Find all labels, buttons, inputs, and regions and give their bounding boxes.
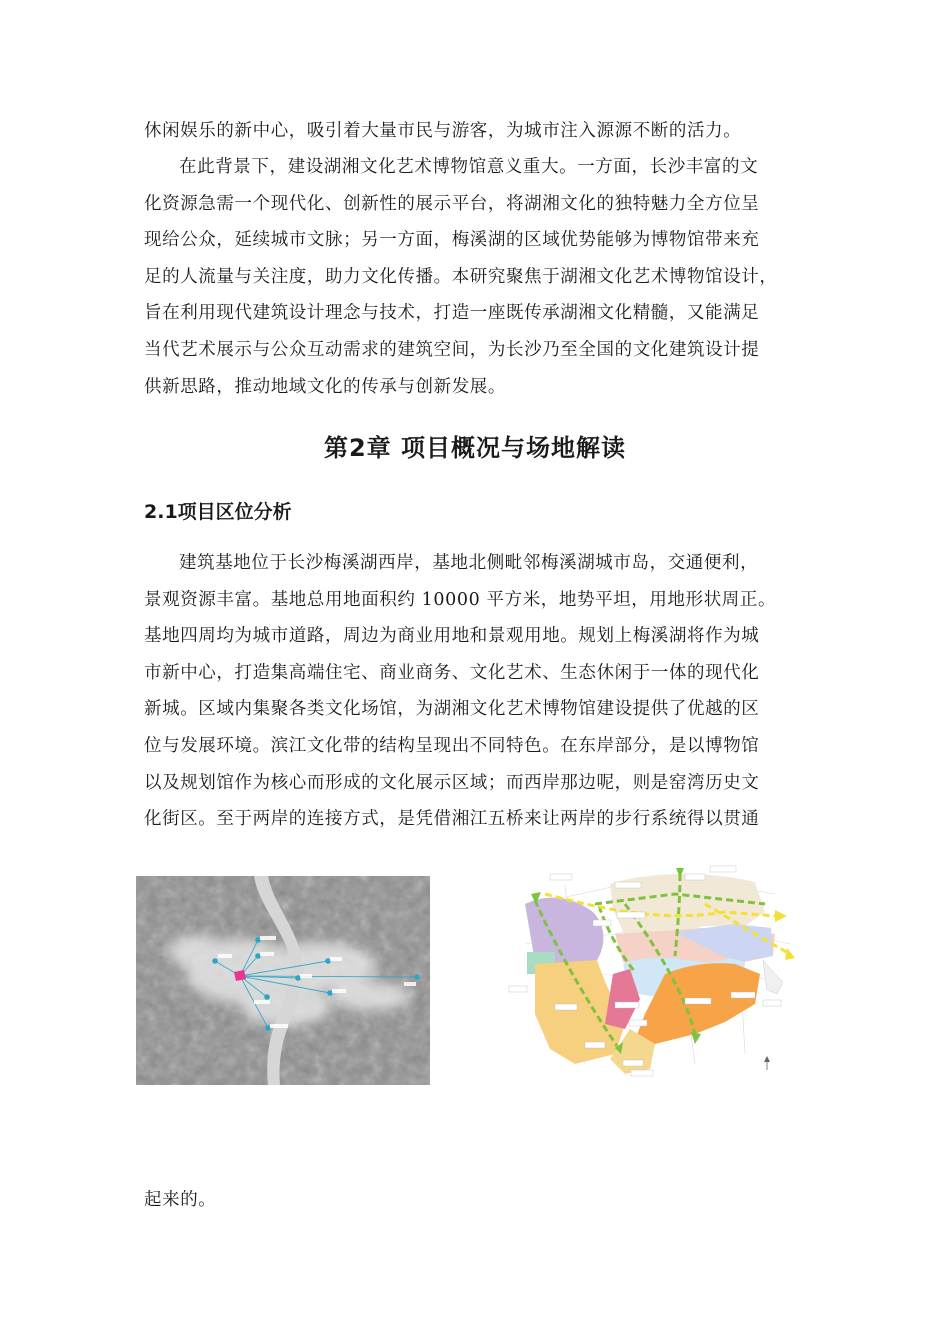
paragraph-line: 化资源急需一个现代化、创新性的展示平台，将湖湘文化的独特魅力全方位呈 bbox=[144, 193, 760, 214]
paragraph-line: 新城。区域内集聚各类文化场馆，为湖湘文化艺术博物馆建设提供了优越的区 bbox=[144, 699, 760, 720]
satellite-location-map bbox=[136, 876, 430, 1085]
paragraph-line: 位与发展环境。滨江文化带的结构呈现出不同特色。在东岸部分，是以博物馆 bbox=[144, 735, 760, 756]
paragraph-line: 起来的。 bbox=[144, 1190, 217, 1210]
paragraph-line: 足的人流量与关注度，助力文化传播。本研究聚焦于湖湘文化艺术博物馆设计， bbox=[144, 266, 778, 287]
district-planning-map bbox=[505, 864, 805, 1090]
paragraph-line: 现给公众，延续城市文脉；另一方面，梅溪湖的区域优势能够为博物馆带来充 bbox=[144, 230, 760, 251]
paragraph-line: 建筑基地位于长沙梅溪湖西岸，基地北侧毗邻梅溪湖城市岛，交通便利， bbox=[179, 553, 759, 573]
continuation-paragraph bbox=[144, 1182, 809, 1219]
background-paragraph bbox=[144, 149, 809, 405]
district-planning-map-icon bbox=[505, 864, 805, 1090]
paragraph-line: 休闲娱乐的新中心，吸引着大量市民与游客，为城市注入源源不断的活力。 bbox=[144, 121, 742, 141]
paragraph-line: 供新思路，推动地域文化的传承与创新发展。 bbox=[144, 376, 506, 397]
location-paragraph bbox=[144, 545, 809, 838]
satellite-location-map-icon bbox=[136, 876, 430, 1085]
paragraph-line: 在此背景下，建设湖湘文化艺术博物馆意义重大。一方面，长沙丰富的文 bbox=[179, 157, 759, 177]
paragraph-line: 化街区。至于两岸的连接方式，是凭借湘江五桥来让两岸的步行系统得以贯通 bbox=[144, 809, 760, 830]
chapter-heading: 第2章 项目概况与场地解读 bbox=[323, 434, 627, 462]
paragraph-line: 旨在利用现代建筑设计理念与技术，打造一座既传承湖湘文化精髓，又能满足 bbox=[144, 303, 760, 324]
paragraph-line: 市新中心，打造集高端住宅、商业商务、文化艺术、生态休闲于一体的现代化 bbox=[144, 662, 760, 683]
intro-paragraph bbox=[144, 113, 809, 150]
section-heading: 2.1项目区位分析 bbox=[144, 501, 292, 523]
paragraph-line: 当代艺术展示与公众互动需求的建筑空间，为长沙乃至全国的文化建筑设计提 bbox=[144, 339, 760, 360]
paragraph-line: 基地四周均为城市道路，周边为商业用地和景观用地。规划上梅溪湖将作为城 bbox=[144, 626, 760, 647]
paragraph-line: 景观资源丰富。基地总用地面积约 10000 平方米，地势平坦，用地形状周正。 bbox=[144, 589, 777, 610]
paragraph-line: 以及规划馆作为核心而形成的文化展示区域；而西岸那边呢，则是窑湾历史文 bbox=[144, 772, 760, 793]
